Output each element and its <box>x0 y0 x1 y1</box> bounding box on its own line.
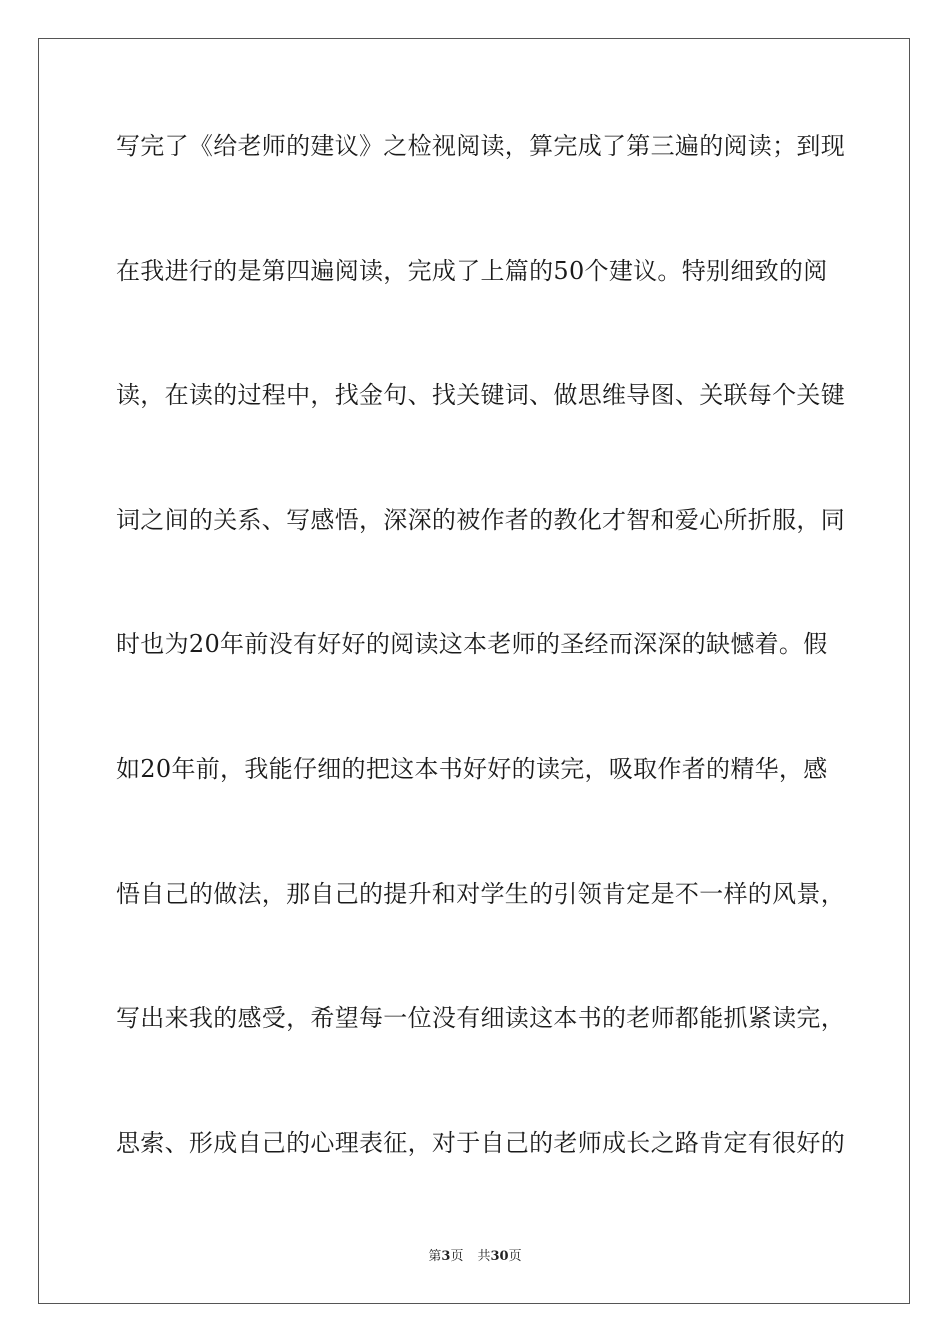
document-body <box>116 124 845 1245</box>
text-line-3: 读，在读的过程中，找金句、找关键词、做思维导图、关联每个关键 <box>116 381 845 410</box>
total-suffix: 页 <box>508 1249 522 1264</box>
text-line-1: 写完了《给老师的建议》之检视阅读，算完成了第三遍的阅读；到现 <box>116 132 845 160</box>
page-footer <box>0 1245 950 1264</box>
text-line-8: 写出来我的感受，希望每一位没有细读这本书的老师都能抓紧读完， <box>116 1004 845 1033</box>
text-line-4: 词之间的关系、写感悟，深深的被作者的教化才智和爱心所折服，同 <box>116 505 845 534</box>
text-line-9: 思索、形成自己的心理表征，对于自己的老师成长之路肯定有很好的 <box>116 1128 845 1157</box>
total-page-count: 30 <box>490 1249 509 1264</box>
page-prefix: 第 <box>428 1249 442 1264</box>
text-line-7: 悟自己的做法，那自己的提升和对学生的引领肯定是不一样的风景， <box>116 879 845 908</box>
text-line-2: 在我进行的是第四遍阅读，完成了上篇的50个建议。特别细致的阅 <box>116 256 828 285</box>
current-page-number: 3 <box>441 1249 451 1264</box>
total-prefix: 共 <box>477 1249 491 1264</box>
page-suffix: 页 <box>450 1249 464 1264</box>
text-line-5: 时也为20年前没有好好的阅读这本老师的圣经而深深的缺憾着。假 <box>116 630 828 659</box>
text-line-6: 如20年前，我能仔细的把这本书好好的读完，吸取作者的精华，感 <box>116 754 828 783</box>
